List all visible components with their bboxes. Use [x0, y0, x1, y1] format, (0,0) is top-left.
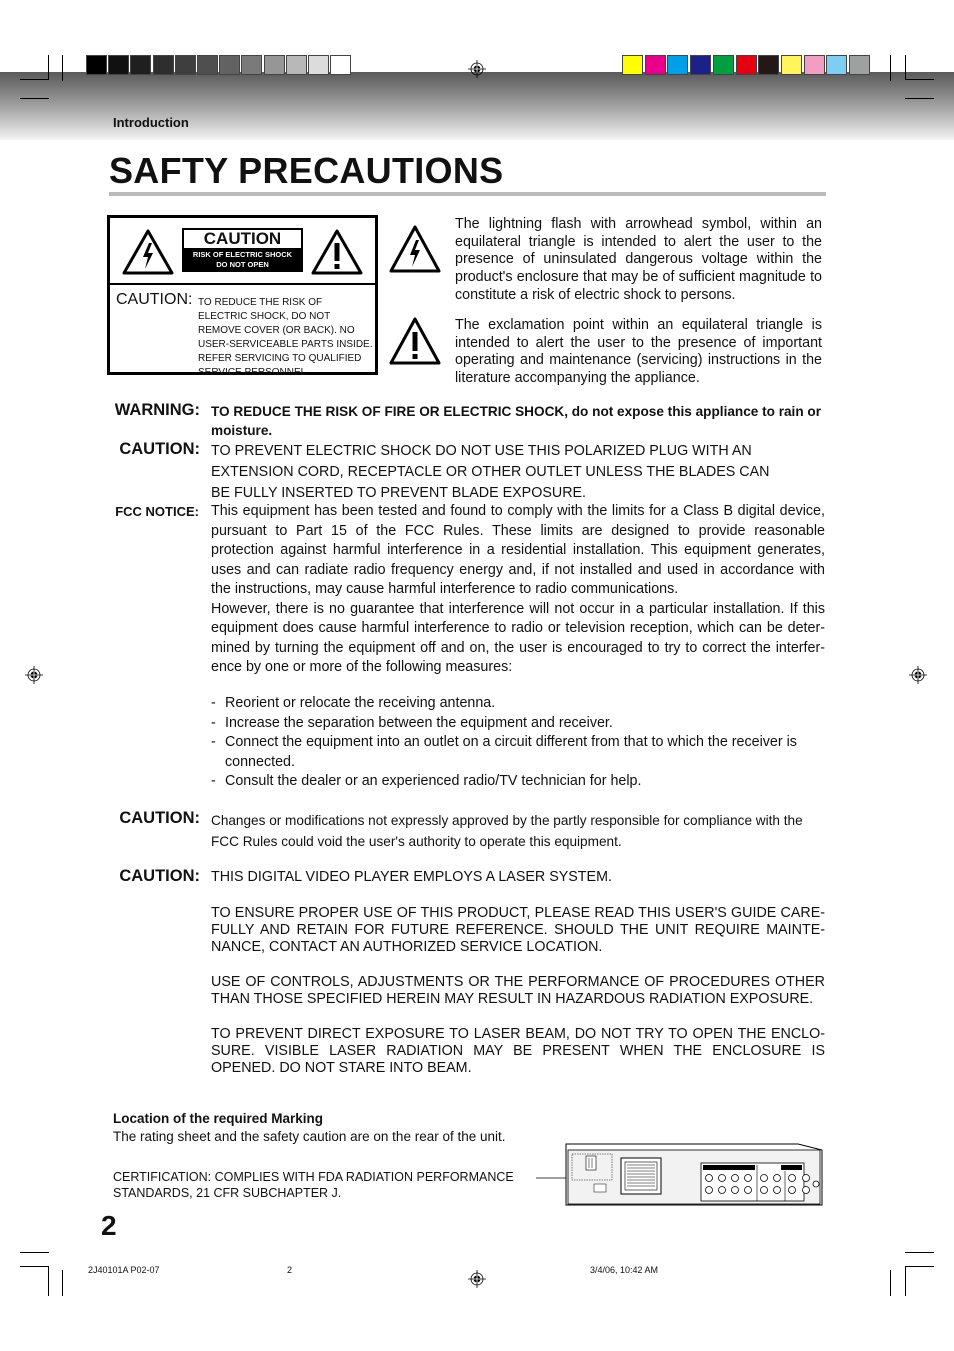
color-swatch — [690, 55, 711, 75]
crop-mark — [890, 1270, 891, 1296]
section-label: Introduction — [113, 115, 189, 130]
caution-modifications-text: Changes or modifications not expressly approved by the partly responsible for compliance with the FCC Rules could void the user's authority to operate this equipment. — [211, 813, 803, 849]
footer-file-id: 2J40101A P02-07 — [88, 1265, 160, 1275]
rear-panel-illustration — [536, 1143, 826, 1209]
crop-mark — [905, 55, 906, 79]
fcc-measures-list — [211, 694, 811, 792]
list-item: - Increase the separation between the equipment and receiver. — [211, 714, 811, 734]
grayscale-swatch — [330, 55, 351, 75]
footer-timestamp: 3/4/06, 10:42 AM — [590, 1265, 659, 1275]
lightning-explanation: The lightning flash with arrowhead symbol, within an equilateral triangle is intended to alert the user to the presence of uninsulated dangerous voltage within the product's enclosure that may be of sufficient magnitude to constitute a risk of electric shock to persons. — [455, 216, 822, 303]
registration-mark-icon — [25, 666, 43, 684]
warning-label: WARNING: — [114, 401, 200, 419]
caution-box-text: TO REDUCE THE RISK OF ELECTRIC SHOCK, DO NOT REMOVE COVER (OR BACK). NO USER-SERVICEABLE PARTS INSIDE. REFER SERVICING TO QUALIFIED SERVICE PERSONNEL. — [198, 297, 373, 378]
certification-text: CERTIFICATION: COMPLIES WITH FDA RADIATION PERFORMANCE STANDARDS, 21 CFR SUBCHAPTER J. — [113, 1170, 514, 1200]
color-swatch — [645, 55, 666, 75]
fcc-notice-label: FCC NOTICE: — [115, 504, 199, 519]
color-swatch — [758, 55, 779, 75]
grayscale-swatch — [219, 55, 240, 75]
crop-mark — [48, 55, 49, 79]
measure-text: Reorient or relocate the receiving antenna. — [225, 695, 496, 711]
page-number: 2 — [101, 1210, 117, 1241]
crop-mark — [905, 79, 934, 80]
grayscale-swatch — [308, 55, 329, 75]
caution-banner-title: CAUTION — [184, 230, 301, 248]
crop-mark — [20, 1252, 49, 1253]
caution-laser-paragraph: USE OF CONTROLS, ADJUSTMENTS OR THE PERFORMANCE OF PROCEDURES OTHER THAN THOSE SPECIFIED HEREIN MAY RESULT IN HAZARDOUS RADIATION EXPOSURE. — [211, 974, 825, 1007]
marking-text: The rating sheet and the safety caution are on the rear of the unit. — [113, 1129, 506, 1144]
color-swatch — [781, 55, 802, 75]
caution-laser-line: THIS DIGITAL VIDEO PLAYER EMPLOYS A LASER SYSTEM. — [211, 869, 612, 885]
grayscale-swatch — [286, 55, 307, 75]
grayscale-swatch — [108, 55, 129, 75]
list-item: - Reorient or relocate the receiving antenna. — [211, 694, 811, 714]
caution-laser-paragraph: TO PREVENT DIRECT EXPOSURE TO LASER BEAM, DO NOT TRY TO OPEN THE ENCLO-SURE. VISIBLE LASER RADIATION MAY BE PRESENT WHEN THE ENCLOSURE IS OPENED. DO NOT STARE INTO BEAM. — [211, 1026, 825, 1076]
crop-mark — [905, 1266, 934, 1267]
caution-plug-text: TO PREVENT ELECTRIC SHOCK DO NOT USE THIS POLARIZED PLUG WITH AN EXTENSION CORD, RECEPTACLE OR OTHER OUTLET UNLESS THE BLADES CAN BE FULLY INSERTED TO PREVENT BLADE EXPOSURE. — [211, 443, 770, 501]
crop-mark — [62, 55, 63, 81]
color-swatch — [667, 55, 688, 75]
exclamation-symbol-icon — [389, 317, 441, 365]
color-swatch — [849, 55, 870, 75]
lightning-warning-icon — [122, 229, 174, 275]
banner-line: RISK OF ELECTRIC SHOCK — [192, 250, 293, 259]
fcc-notice-body — [211, 502, 825, 678]
banner-line: DO NOT OPEN — [216, 260, 269, 269]
grayscale-swatch — [130, 55, 151, 75]
measure-text: Consult the dealer or an experienced radio/TV technician for help. — [225, 773, 642, 789]
color-swatch — [826, 55, 847, 75]
color-swatch — [713, 55, 734, 75]
grayscale-swatch — [153, 55, 174, 75]
caution-banner-subtitle — [182, 250, 303, 270]
crop-mark — [20, 1266, 49, 1267]
warning-text: TO REDUCE THE RISK OF FIRE OR ELECTRIC SHOCK, do not expose this appliance to rain or moisture. — [211, 404, 822, 438]
registration-mark-icon — [468, 1270, 486, 1288]
list-item: - Consult the dealer or an experienced radio/TV technician for help. — [211, 772, 811, 792]
crop-mark — [905, 98, 934, 99]
measure-text: Connect the equipment into an outlet on a circuit different from that to which the receiver is connected. — [225, 734, 797, 770]
registration-mark-icon — [468, 60, 486, 78]
caution-plug-label: CAUTION: — [119, 440, 200, 458]
grayscale-swatch — [241, 55, 262, 75]
color-swatch — [736, 55, 757, 75]
grayscale-swatch — [197, 55, 218, 75]
page-title: SAFTY PRECAUTIONS — [109, 150, 504, 191]
crop-mark — [905, 1252, 934, 1253]
grayscale-swatch — [264, 55, 285, 75]
caution-laser-paragraph: TO ENSURE PROPER USE OF THIS PRODUCT, PLEASE READ THIS USER'S GUIDE CARE-FULLY AND RETAIN FOR FUTURE REFERENCE. SHOULD THE UNIT REQUIRE MAINTE-NANCE, CONTACT AN AUTHORIZED SERVICE LOCATION. — [211, 905, 825, 955]
crop-mark — [48, 1266, 49, 1296]
grayscale-swatch — [175, 55, 196, 75]
color-swatch — [622, 55, 643, 75]
exclamation-warning-icon — [311, 229, 363, 275]
fcc-paragraph: This equipment has been tested and found to comply with the limits for a Class B digital device, pursuant to Part 15 of the FCC Rules. These limits are designed to provide reasonable protection against harmful interference in a residential installation. This equipment generates, uses and can radiate radio frequency energy and, if not installed and used in accordance with the instructions, may cause harmful interference to radio communications. — [211, 503, 825, 597]
crop-mark — [62, 1270, 63, 1296]
crop-mark — [890, 55, 891, 81]
crop-mark — [20, 98, 49, 99]
footer-page-ref: 2 — [287, 1265, 293, 1275]
caution-modifications-label: CAUTION: — [119, 809, 200, 827]
registration-mark-icon — [909, 666, 927, 684]
fcc-paragraph: However, there is no guarantee that interference will not occur in a particular installation. If this equipment does cause harmful interference to radio or television reception, which can be deter-mined by turning the equipment off and on, the user is encouraged to try to correct the interfer-ence by one or more of the following measures: — [211, 600, 825, 675]
crop-mark — [905, 1266, 906, 1296]
grayscale-swatch — [86, 55, 107, 75]
caution-box-label: CAUTION: — [116, 291, 193, 308]
color-swatch — [804, 55, 825, 75]
list-item: - Connect the equipment into an outlet on a circuit different from that to which the receiver is connected. — [211, 733, 811, 772]
title-underline — [109, 192, 826, 196]
caution-laser-label: CAUTION: — [119, 867, 200, 885]
lightning-symbol-icon — [389, 225, 441, 273]
crop-mark — [20, 79, 49, 80]
measure-text: Increase the separation between the equipment and receiver. — [225, 714, 613, 731]
caution-box-divider — [107, 283, 378, 285]
marking-heading: Location of the required Marking — [113, 1111, 324, 1126]
exclamation-explanation: The exclamation point within an equilateral triangle is intended to alert the user to the presence of important operating and maintenance (servicing) instructions in the literature accompanying the appliance. — [455, 317, 822, 387]
